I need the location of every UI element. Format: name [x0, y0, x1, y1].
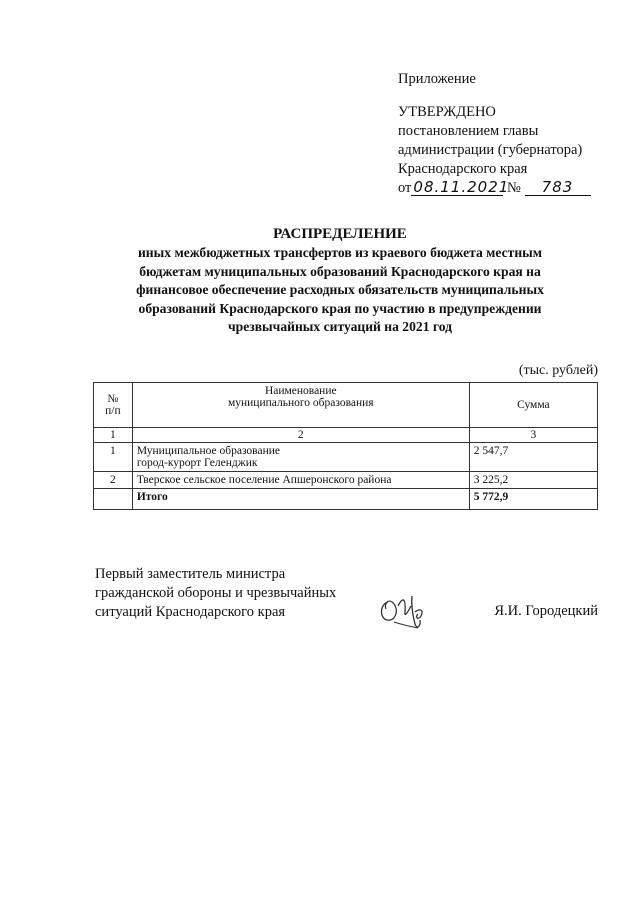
approval-line-3: Краснодарского края [398, 161, 528, 177]
header-number-line-1: № [107, 393, 119, 405]
handwritten-signature [374, 582, 434, 636]
approval-date: 08.11.2021 [413, 178, 510, 196]
header-sum: Сумма [469, 383, 597, 428]
title-line-1: иных межбюджетных трансфертов из краевого бюджета местным [137, 245, 543, 260]
row-number: 2 [94, 472, 133, 489]
units-label: (тыс. рублей) [518, 363, 598, 378]
row-name [132, 443, 469, 472]
signatory-line-2: гражданской обороны и чрезвычайных [95, 585, 337, 601]
signatory-name: Я.И. Городецкий [494, 603, 598, 619]
title-heading: РАСПРЕДЕЛЕНИЕ [273, 226, 407, 242]
title-line-4: образований Краснодарского края по участию в предупреждении [138, 300, 542, 316]
title-line-2: бюджетам муниципальных образований Краснодарского края на [139, 263, 541, 279]
header-name-line-2: муниципального образования [227, 397, 374, 409]
appendix-label: Приложение [398, 71, 476, 87]
table-row [94, 472, 598, 489]
approved-label: УТВЕРЖДЕНО [398, 104, 496, 120]
signatory-line-3: ситуаций Краснодарского края [95, 604, 286, 620]
total-empty-cell [94, 489, 133, 510]
approval-number: 783 [525, 179, 591, 196]
total-sum: 5 772,9 [469, 489, 597, 510]
row-name-line-1: Муниципальное образование [136, 445, 280, 457]
number-label: № [507, 180, 521, 196]
column-number-1: 1 [94, 428, 133, 443]
from-label: от [398, 180, 412, 196]
column-number-row [94, 428, 598, 443]
document-title [90, 224, 590, 337]
header-number [94, 383, 133, 428]
row-name: Тверское сельское поселение Апшеронского района [132, 472, 469, 489]
header-number-line-2: п/п [105, 405, 121, 417]
approval-date-line [398, 179, 591, 198]
approval-line-2: администрации (губернатора) [398, 142, 583, 158]
column-number-3: 3 [469, 428, 597, 443]
approval-line-1: постановлением главы [398, 123, 539, 139]
distribution-table [93, 382, 598, 510]
total-label: Итого [132, 489, 469, 510]
approval-block [398, 70, 591, 198]
header-name [132, 383, 469, 428]
signatory-block [95, 565, 336, 622]
table-header-row [94, 383, 598, 428]
row-sum: 3 225,2 [469, 472, 597, 489]
row-name-line-2: город-курорт Геленджик [136, 457, 258, 469]
signatory-line-1: Первый заместитель министра [95, 566, 286, 582]
header-name-line-1: Наименование [264, 385, 337, 397]
table-row [94, 443, 598, 472]
row-sum: 2 547,7 [469, 443, 597, 472]
title-line-3: финансовое обеспечение расходных обязательств муниципальных [136, 282, 544, 297]
row-number: 1 [94, 443, 133, 472]
total-row [94, 489, 598, 510]
title-line-5: чрезвычайных ситуаций на 2021 год [227, 319, 453, 334]
column-number-2: 2 [132, 428, 469, 443]
